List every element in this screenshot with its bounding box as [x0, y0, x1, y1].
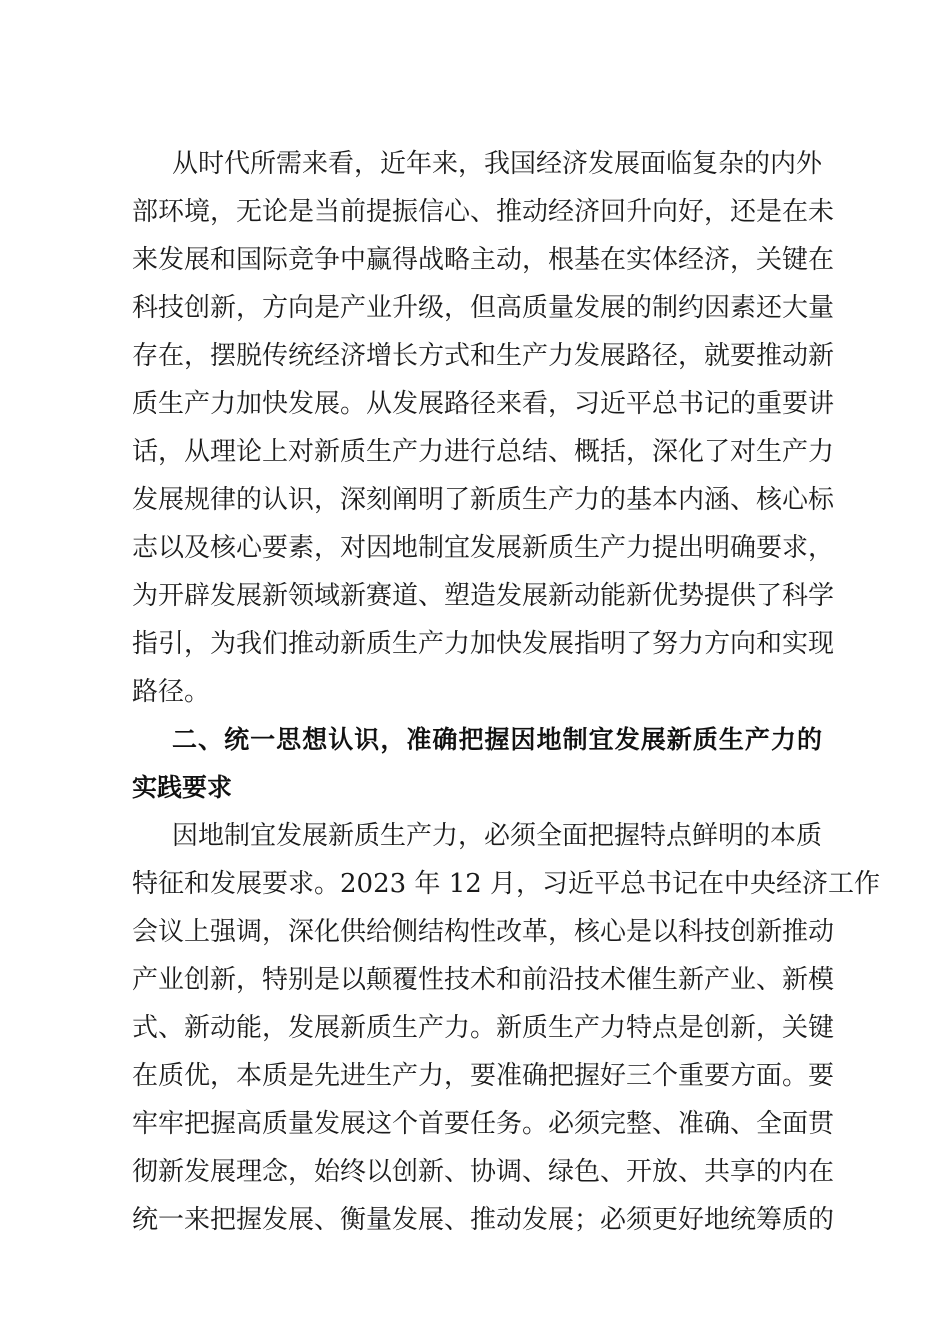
paragraph-line: 部环境，无论是当前提振信心、推动经济回升向好，还是在未 — [132, 197, 835, 227]
section-heading-2 — [132, 716, 822, 812]
paragraph-line: 来发展和国际竞争中赢得战略主动，根基在实体经济，关键在 — [132, 245, 835, 275]
paragraph-line: 牢牢把握高质量发展这个首要任务。必须完整、准确、全面贯 — [132, 1109, 835, 1139]
paragraph-line: 在质优，本质是先进生产力，要准确把握好三个重要方面。要 — [132, 1061, 835, 1091]
paragraph-line: 特征和发展要求。2023 年 12 月，习近平总书记在中央经济工作 — [132, 869, 881, 899]
paragraph-line: 会议上强调，深化供给侧结构性改革，核心是以科技创新推动 — [132, 917, 835, 947]
paragraph-line: 志以及核心要素，对因地制宜发展新质生产力提出明确要求， — [132, 533, 835, 563]
heading-line: 二、统一思想认识，准确把握因地制宜发展新质生产力的 — [172, 725, 822, 754]
paragraph-economic-context — [132, 140, 835, 716]
document-body — [132, 140, 881, 1244]
paragraph-line: 发展规律的认识，深刻阐明了新质生产力的基本内涵、核心标 — [132, 485, 835, 515]
paragraph-line: 产业创新，特别是以颠覆性技术和前沿技术催生新产业、新模 — [132, 965, 835, 995]
paragraph-line: 因地制宜发展新质生产力，必须全面把握特点鲜明的本质 — [172, 821, 823, 851]
paragraph-line: 为开辟发展新领域新赛道、塑造发展新动能新优势提供了科学 — [132, 581, 835, 611]
heading-line: 实践要求 — [132, 773, 233, 802]
paragraph-line: 指引，为我们推动新质生产力加快发展指明了努力方向和实现 — [132, 629, 835, 659]
paragraph-line: 统一来把握发展、衡量发展、推动发展；必须更好地统筹质的 — [132, 1205, 835, 1235]
paragraph-line: 式、新动能，发展新质生产力。新质生产力特点是创新，关键 — [132, 1013, 835, 1043]
paragraph-line: 科技创新，方向是产业升级，但高质量发展的制约因素还大量 — [132, 293, 835, 323]
paragraph-practice-requirements — [132, 812, 881, 1244]
paragraph-line: 彻新发展理念，始终以创新、协调、绿色、开放、共享的内在 — [132, 1157, 835, 1187]
paragraph-line: 质生产力加快发展。从发展路径来看，习近平总书记的重要讲 — [132, 389, 835, 419]
paragraph-line: 存在，摆脱传统经济增长方式和生产力发展路径，就要推动新 — [132, 341, 835, 371]
paragraph-line: 路径。 — [132, 677, 211, 707]
paragraph-line: 从时代所需来看，近年来，我国经济发展面临复杂的内外 — [172, 149, 823, 179]
paragraph-line: 话，从理论上对新质生产力进行总结、概括，深化了对生产力 — [132, 437, 835, 467]
